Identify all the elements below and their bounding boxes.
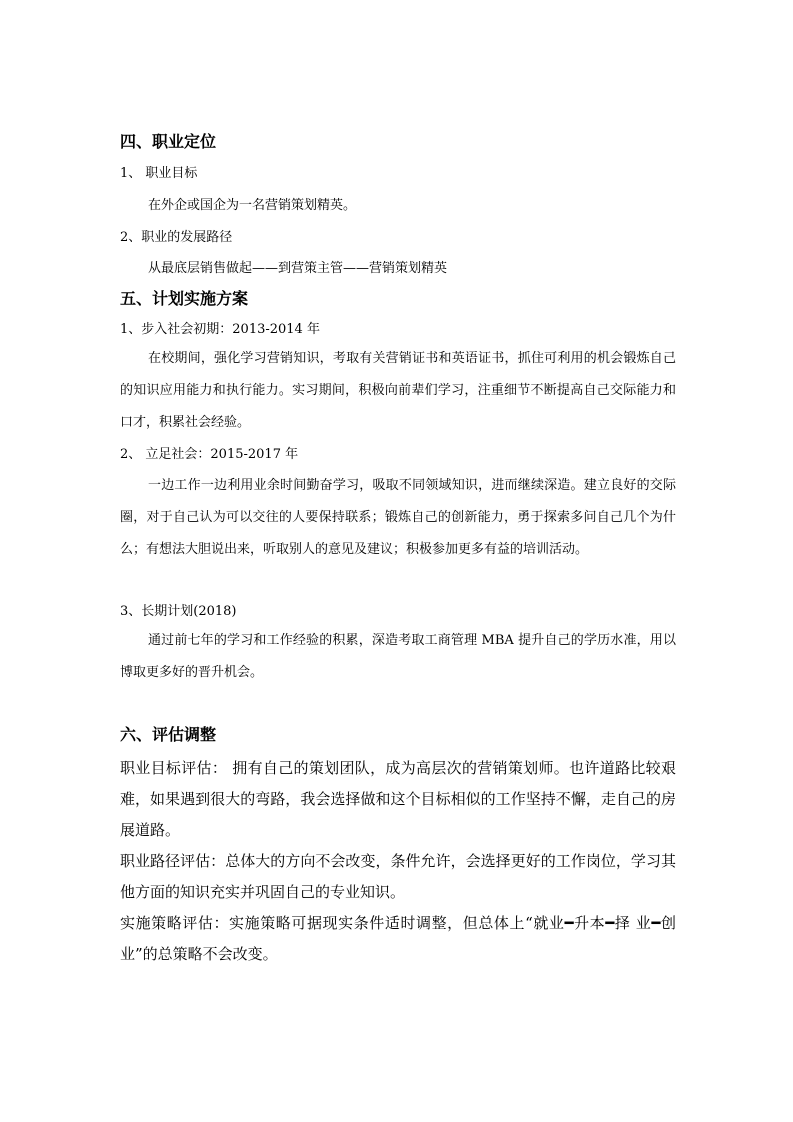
strategy-evaluation: 实施策略评估：实施策略可据现实条件适时调整，但总体上“就业━升本━择 业━创业”的总策略不会改变。 <box>120 914 676 963</box>
section-5-item-2-label: 2、 立足社会：2015-2017 年 <box>120 447 299 462</box>
section-5-item-1-label: 1、步入社会初期：2013-2014 年 <box>120 322 320 337</box>
section-6-heading: 六、评估调整 <box>120 725 217 744</box>
section-4-item-2-text: 从最底层销售做起——到营策主管——营销策划精英 <box>148 261 448 276</box>
section-4-item-2-label: 2、职业的发展路径 <box>120 230 233 245</box>
section-4-heading: 四、职业定位 <box>120 132 217 151</box>
section-5-item-3-label: 3、长期计划(2018) <box>120 604 237 619</box>
career-goal-evaluation: 职业目标评估： 拥有自己的策划团队，成为高层次的营销策划师。也许道路比较艰难，如果遇到很大的弯路，我会选择做和这个目标相似的工作坚持不懈，走自己的房展道路。 <box>120 759 676 839</box>
section-5-item-3-text: 通过前七年的学习和工作经验的积累，深造考取工商管理 MBA 提升自己的学历水准，用以博取更多好的晋升机会。 <box>120 633 676 680</box>
career-path-evaluation: 职业路径评估：总体大的方向不会改变，条件允许，会选择更好的工作岗位，学习其他方面的知识充实并巩固自己的专业知识。 <box>120 852 676 901</box>
section-4-item-1-label: 1、 职业目标 <box>120 166 198 181</box>
section-5-item-2-text: 一边工作一边利用业余时间勤奋学习，吸取不同领域知识，进而继续深造。建立良好的交际圈，对于自己认为可以交往的人要保持联系；锻炼自己的创新能力，勇于探索多问自己几个为什么；有想法大胆说出来，听取别人的意见及建议；积极参加更多有益的培训活动。 <box>120 478 676 557</box>
section-4-item-1-text: 在外企或国企为一名营销策划精英。 <box>148 198 357 213</box>
section-5-heading: 五、计划实施方案 <box>120 289 249 308</box>
section-5-item-1-text: 在校期间，强化学习营销知识，考取有关营销证书和英语证书，抓住可利用的机会锻炼自己的知识应用能力和执行能力。实习期间，积极向前辈们学习，注重细节不断提高自己交际能力和口才，积累社会经验。 <box>120 351 676 430</box>
